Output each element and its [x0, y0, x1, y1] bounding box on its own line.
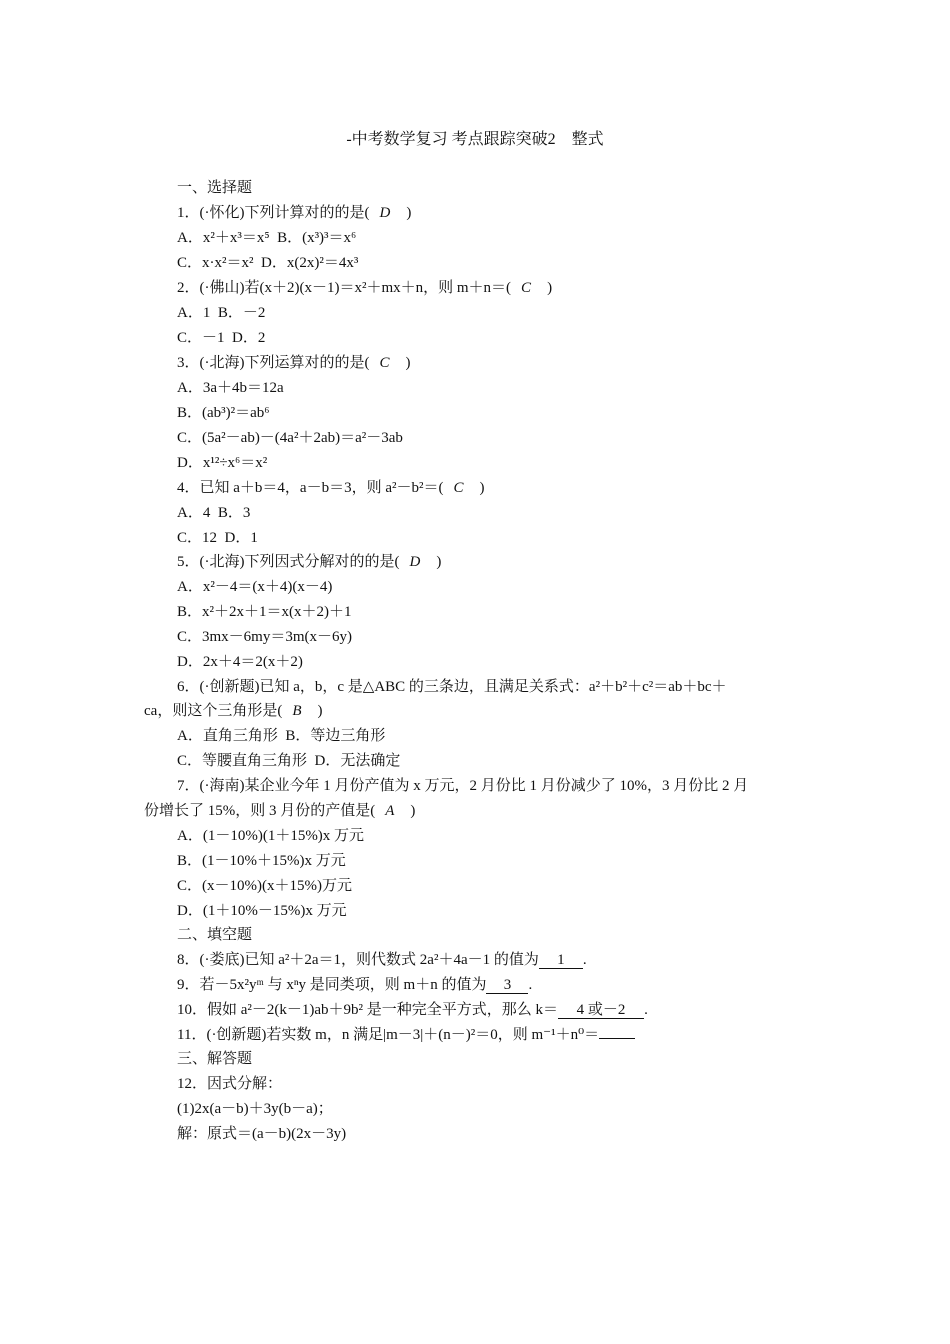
section-heading-fill: 二、填空题: [177, 927, 253, 943]
question-4-close: ): [479, 480, 485, 496]
question-9-answer-blank: 3: [486, 977, 528, 994]
question-6-stem: ca，则这个三角形是(: [144, 703, 283, 719]
question-12-part-1: (1)2x(a－b)＋3y(b－a)；: [177, 1101, 333, 1117]
question-11: [177, 1025, 635, 1045]
question-10-stem: 10．假如 a²－2(k－1)ab＋9b² 是一种完全平方式，那么 k＝: [177, 1002, 559, 1018]
question-2-options-cd: [177, 328, 265, 348]
section-heading-choice: 一、选择题: [177, 180, 253, 196]
option-b: B．3: [217, 505, 251, 521]
question-5-option-a: A．x²－4＝(x＋4)(x－4): [177, 579, 333, 595]
question-1-stem: 1．(·怀化)下列计算对的的是(: [177, 205, 370, 221]
question-4-options-ab: [177, 503, 250, 523]
question-4-options-cd: [177, 528, 258, 548]
question-3-option-b: B．(ab³)²＝ab⁶: [177, 405, 270, 421]
question-2-close: ): [547, 280, 553, 296]
option-c: C．12: [177, 530, 218, 546]
question-3-close: ): [405, 355, 411, 371]
question-3-stem: 3．(·北海)下列运算对的的是(: [177, 355, 370, 371]
question-6-line-1: 6．(·创新题)已知 a，b，c 是△ABC 的三条边，且满足关系式：a²＋b²＋c²＝ab＋bc＋: [177, 679, 727, 695]
option-a: A．1: [177, 305, 211, 321]
question-5-stem: 5．(·北海)下列因式分解对的的是(: [177, 554, 400, 570]
question-5-option-b: B．x²＋2x＋1＝x(x＋2)＋1: [177, 604, 352, 620]
question-1-close: ): [406, 205, 412, 221]
question-2-answer: C: [521, 280, 532, 296]
question-3-option-c: C．(5a²－ab)－(4a²＋2ab)＝a²－3ab: [177, 430, 403, 446]
option-d: D．无法确定: [314, 753, 401, 769]
question-8-stem: 8．(·娄底)已知 a²＋2a＝1，则代数式 2a²＋4a－1 的值为: [177, 952, 539, 968]
question-10: [177, 1000, 648, 1020]
question-6-answer: B: [292, 703, 302, 719]
option-b: B．(x³)³＝x⁶: [277, 230, 357, 246]
option-b: B．－2: [217, 305, 266, 321]
question-11-answer-blank: [599, 1038, 635, 1039]
question-5-option-c: C．3mx－6my＝3m(x－6y): [177, 629, 352, 645]
question-3-answer: C: [379, 355, 390, 371]
question-3-option-d: D．x¹²÷x⁶＝x²: [177, 455, 268, 471]
question-7-answer: A: [385, 803, 395, 819]
question-5-answer: D: [409, 554, 421, 570]
question-8: [177, 950, 587, 970]
question-1: [177, 203, 411, 223]
question-8-answer-blank: 1: [539, 952, 583, 969]
question-1-options-cd: [177, 253, 358, 273]
question-9-tail: .: [528, 977, 533, 993]
question-4-stem: 4．已知 a＋b＝4，a－b＝3，则 a²－b²＝(: [177, 480, 444, 496]
question-7-stem: 份增长了 15%，则 3 月份的产值是(: [144, 803, 376, 819]
question-11-stem: 11．(·创新题)若实数 m，n 满足|m－3|＋(n－)²＝0，则 m⁻¹＋n⁰＝: [177, 1027, 600, 1043]
question-2-stem: 2．(·佛山)若(x＋2)(x－1)＝x²＋mx＋n，则 m＋n＝(: [177, 280, 512, 296]
question-3-option-a: A．3a＋4b＝12a: [177, 380, 284, 396]
question-9-stem: 9．若－5x²yᵐ 与 xⁿy 是同类项，则 m＋n 的值为: [177, 977, 487, 993]
question-12-solution: 解：原式＝(a－b)(2x－3y): [177, 1126, 347, 1142]
question-2-options-ab: [177, 303, 265, 323]
question-8-tail: .: [582, 952, 587, 968]
question-7-line-1: 7．(·海南)某企业今年 1 月份产值为 x 万元，2 月份比 1 月份减少了 10%，3 月份比 2 月: [177, 778, 749, 794]
question-1-answer: D: [379, 205, 391, 221]
question-5-close: ): [436, 554, 442, 570]
option-c: C．－1: [177, 330, 225, 346]
question-6-options-ab: [177, 726, 385, 746]
question-5-option-d: D．2x＋4＝2(x＋2): [177, 654, 303, 670]
question-5: [177, 552, 441, 572]
option-a: A．4: [177, 505, 211, 521]
question-10-tail: .: [644, 1002, 648, 1018]
question-7-option-b: B．(1－10%＋15%)x 万元: [177, 853, 346, 869]
option-c: C．x·x²＝x²: [177, 255, 254, 271]
question-1-options-ab: [177, 228, 356, 248]
question-7-line-2: [144, 801, 415, 821]
option-c: C．等腰直角三角形: [177, 753, 308, 769]
question-7-option-d: D．(1＋10%－15%)x 万元: [177, 903, 347, 919]
option-a: A．直角三角形: [177, 728, 278, 744]
question-7-close: ): [410, 803, 416, 819]
section-heading-solve: 三、解答题: [177, 1051, 253, 1067]
option-a: A．x²＋x³＝x⁵: [177, 230, 270, 246]
option-d: D．2: [232, 330, 266, 346]
question-7-option-a: A．(1－10%)(1＋15%)x 万元: [177, 828, 365, 844]
page-title: -中考数学复习 考点跟踪突破2 整式: [346, 131, 604, 148]
question-12: 12．因式分解：: [177, 1076, 283, 1092]
question-6-close: ): [317, 703, 323, 719]
question-2: [177, 278, 552, 298]
question-3: [177, 353, 411, 373]
option-b: B．等边三角形: [285, 728, 386, 744]
question-6-options-cd: [177, 751, 400, 771]
option-d: D．x(2x)²＝4x³: [261, 255, 359, 271]
question-4: [177, 478, 484, 498]
question-10-answer-blank: 4 或－2: [558, 1002, 644, 1019]
question-9: [177, 975, 532, 995]
question-7-option-c: C．(x－10%)(x＋15%)万元: [177, 878, 352, 894]
option-d: D．1: [224, 530, 258, 546]
question-4-answer: C: [453, 480, 464, 496]
question-6-line-2: [144, 701, 322, 721]
